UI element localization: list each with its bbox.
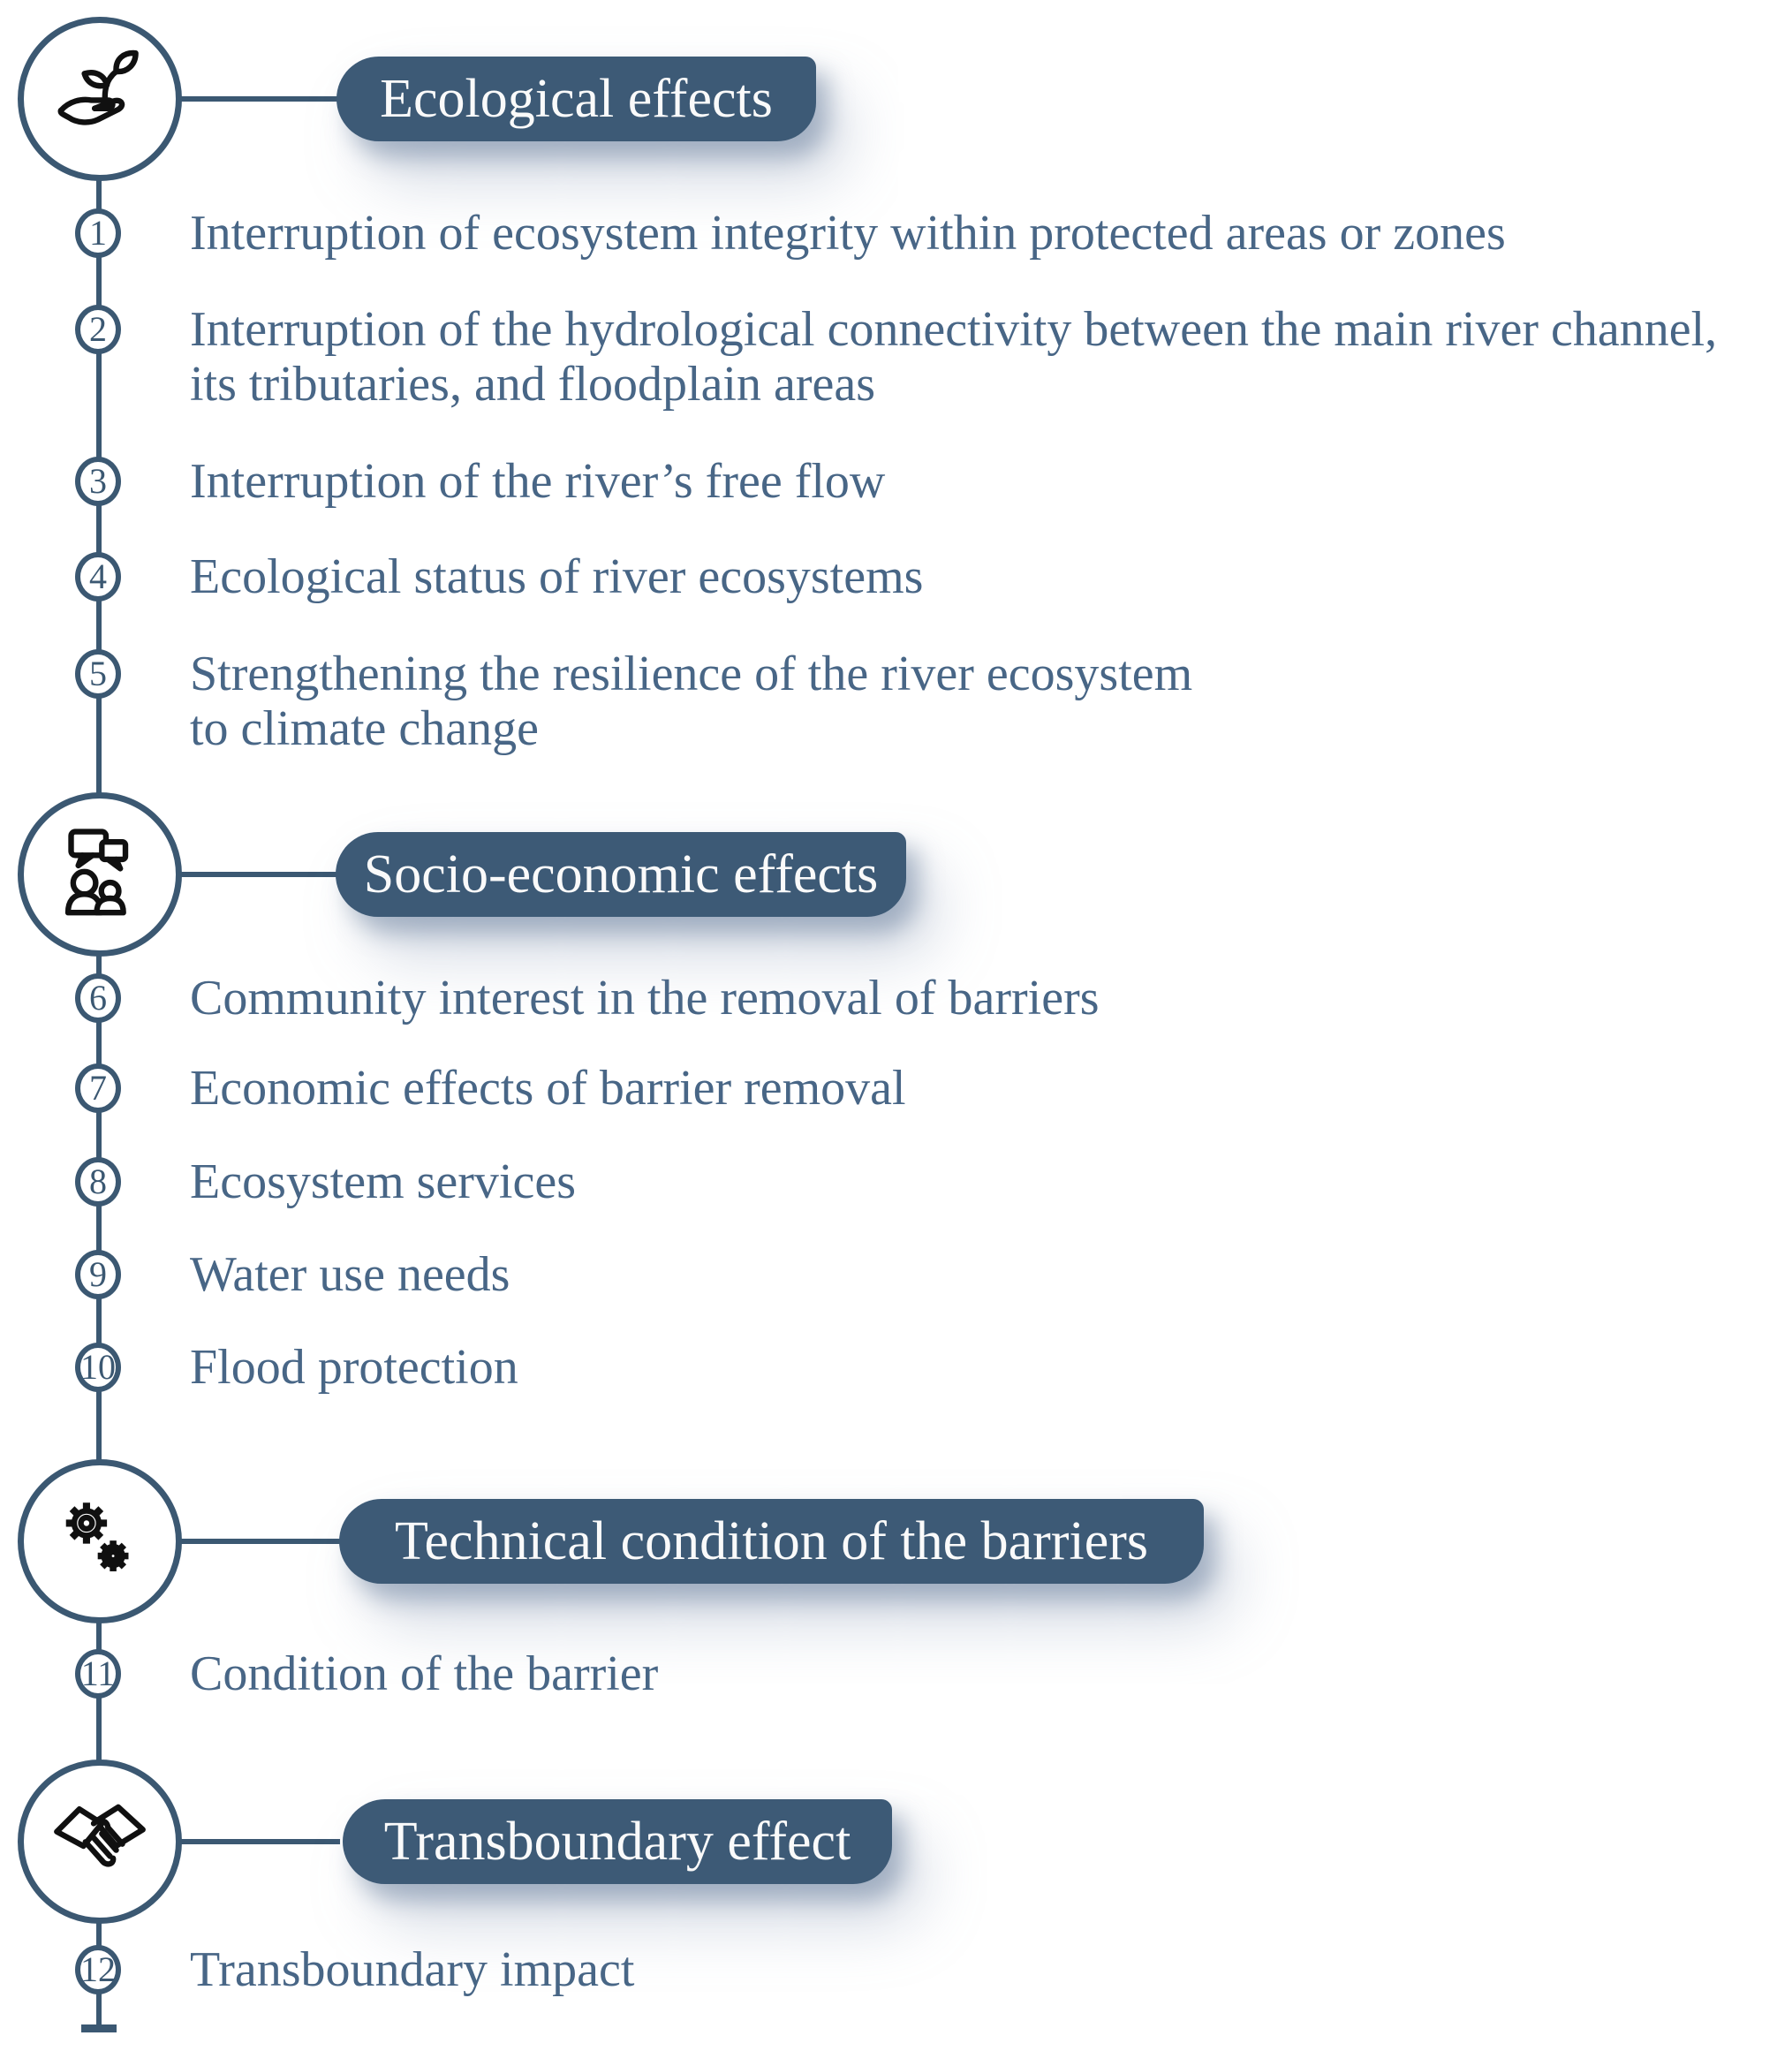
item-line: its tributaries, and floodplain areas: [190, 357, 875, 412]
item-number: 12: [80, 1949, 116, 1989]
item-4-text: [190, 549, 1783, 604]
item-line: Community interest in the removal of barriers: [190, 971, 1100, 1025]
item-number: 7: [89, 1068, 107, 1108]
badge-label: Transboundary effect: [383, 1812, 851, 1872]
item-5-text: [190, 647, 1783, 756]
item-8-text: [190, 1154, 1783, 1209]
item-line: Economic effects of barrier removal: [190, 1061, 906, 1116]
item-9-marker: [75, 1250, 121, 1299]
handshake-icon: [49, 1789, 151, 1896]
item-line: Interruption of ecosystem integrity within protected areas or zones: [190, 206, 1506, 261]
connector-line-ecological: [181, 96, 340, 102]
item-5-marker: [75, 649, 121, 699]
item-8-marker: [75, 1157, 121, 1207]
item-number: 1: [89, 213, 107, 253]
section-circle-technical: [18, 1459, 182, 1623]
section-circle-transboundary: [18, 1760, 182, 1924]
badge-label: Technical condition of the barriers: [395, 1511, 1148, 1571]
item-2-marker: [75, 305, 121, 354]
item-number: 4: [89, 556, 107, 596]
item-1-marker: [75, 208, 121, 258]
badge-technical-condition: [339, 1499, 1204, 1584]
badge-ecological-effects: [336, 57, 816, 141]
item-11-marker: [75, 1649, 121, 1699]
item-6-marker: [75, 973, 121, 1023]
item-10-text: [190, 1340, 1783, 1395]
item-12-marker: [75, 1945, 121, 1994]
gears-icon: [49, 1488, 151, 1595]
section-circle-socio-economic: [18, 792, 182, 957]
section-circle-ecological: [18, 17, 182, 181]
item-3-text: [190, 454, 1783, 509]
item-number: 9: [89, 1254, 107, 1294]
item-line: Strengthening the resilience of the river ecosystem: [190, 647, 1193, 701]
item-number: 10: [80, 1347, 116, 1387]
badge-label: Socio-economic effects: [363, 844, 879, 904]
item-1-text: [190, 206, 1783, 261]
item-line: Flood protection: [190, 1340, 518, 1395]
item-number: 11: [80, 1654, 116, 1693]
item-11-text: [190, 1646, 1783, 1701]
item-number: 2: [89, 309, 107, 349]
connector-line-technical: [181, 1539, 340, 1544]
connector-line-transboundary: [181, 1839, 340, 1844]
item-line: Condition of the barrier: [190, 1646, 659, 1701]
item-number: 5: [89, 654, 107, 693]
item-number: 8: [89, 1162, 107, 1201]
connector-line-socio-economic: [181, 872, 340, 877]
item-line: Interruption of the hydrological connectivity between the main river channel,: [190, 302, 1718, 357]
item-line: Transboundary impact: [190, 1942, 635, 1997]
badge-label: Ecological effects: [380, 69, 773, 129]
item-line: Ecological status of river ecosystems: [190, 549, 924, 604]
item-2-text: [190, 302, 1783, 412]
item-6-text: [190, 971, 1783, 1025]
item-line: Ecosystem services: [190, 1154, 576, 1209]
item-10-marker: [75, 1343, 121, 1392]
item-7-marker: [75, 1063, 121, 1113]
community-discussion-icon: [49, 821, 151, 928]
badge-socio-economic-effects: [336, 832, 906, 917]
item-line: to climate change: [190, 701, 539, 756]
item-7-text: [190, 1061, 1783, 1116]
item-line: Interruption of the river’s free flow: [190, 454, 886, 509]
item-9-text: [190, 1247, 1783, 1302]
badge-transboundary-effect: [343, 1799, 892, 1884]
item-12-text: [190, 1942, 1783, 1997]
timeline-end-cap: [81, 2024, 117, 2032]
item-number: 3: [89, 461, 107, 501]
sprout-in-hand-icon: [49, 46, 151, 153]
item-3-marker: [75, 457, 121, 506]
item-number: 6: [89, 978, 107, 1018]
item-line: Water use needs: [190, 1247, 510, 1302]
item-4-marker: [75, 552, 121, 602]
